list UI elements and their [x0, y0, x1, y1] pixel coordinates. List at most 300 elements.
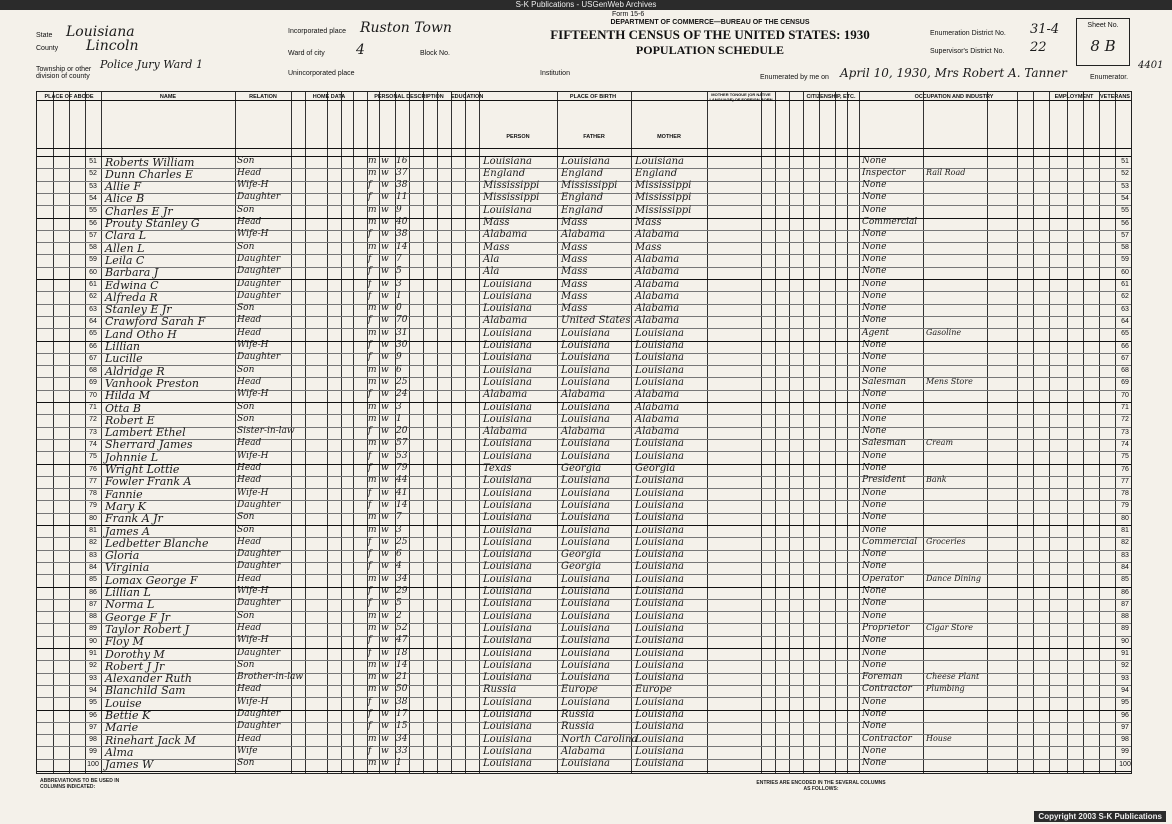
cell-sex: f: [368, 266, 372, 277]
cell-father-birthplace: Louisiana: [561, 376, 610, 388]
cell-father-birthplace: Louisiana: [561, 499, 610, 511]
cell-birthplace: Alabama: [483, 389, 528, 401]
cell-mother-birthplace: Mississippi: [635, 180, 692, 192]
cell-sex: f: [368, 561, 372, 572]
cell-mother-birthplace: Alabama: [635, 413, 680, 425]
cell-race: w: [381, 696, 389, 707]
cell-industry: Cream: [926, 438, 954, 448]
cell-mother-birthplace: Louisiana: [635, 438, 684, 450]
cell-age: 5: [396, 266, 402, 277]
cell-mother-birthplace: Louisiana: [635, 340, 684, 351]
cell-father-birthplace: Louisiana: [561, 573, 610, 585]
page-stamp: 4401: [1138, 60, 1164, 71]
cell-name: Lomax George F: [105, 573, 198, 587]
cell-race: w: [381, 610, 389, 621]
cell-father-birthplace: Louisiana: [561, 327, 610, 339]
cell-age: 40: [396, 217, 408, 227]
cell-mother-birthplace: Louisiana: [635, 586, 684, 597]
group-occupation: OCCUPATION AND INDUSTRY: [914, 94, 994, 100]
cell-occupation: None: [862, 278, 887, 289]
cell-race: w: [381, 536, 389, 547]
ward-label: Ward of city: [288, 50, 325, 57]
row-number-right: 60: [1121, 268, 1129, 276]
row-number-right: 51: [1121, 158, 1129, 165]
cell-occupation: None: [862, 340, 887, 350]
cell-age: 11: [396, 192, 408, 203]
cell-race: w: [381, 721, 389, 732]
cell-occupation: None: [862, 315, 887, 326]
cell-occupation: None: [862, 499, 887, 510]
cell-name: Vanhook Preston: [105, 376, 200, 390]
cell-relation: Wife-H: [237, 229, 269, 240]
birth-mother-head: MOTHER: [657, 134, 681, 140]
cell-industry: Groceries: [926, 536, 966, 546]
cell-occupation: None: [862, 524, 887, 535]
cell-sex: m: [368, 376, 377, 387]
cell-relation: Wife: [237, 745, 258, 756]
row-number-right: 53: [1121, 182, 1129, 190]
cell-birthplace: Louisiana: [483, 499, 532, 511]
cell-occupation: Salesman: [862, 376, 907, 387]
cell-name: Johnnie L: [105, 450, 159, 464]
cell-father-birthplace: Louisiana: [561, 610, 610, 622]
cell-occupation: None: [862, 721, 887, 732]
row-number: 94: [89, 686, 97, 694]
cell-race: w: [381, 253, 389, 264]
cell-relation: Head: [237, 536, 262, 547]
cell-sex: f: [368, 315, 372, 326]
cell-mother-birthplace: Louisiana: [635, 745, 684, 757]
cell-race: w: [381, 180, 389, 191]
cell-father-birthplace: United States: [561, 315, 631, 327]
township-value: Police Jury Ward 1: [100, 58, 203, 71]
cell-relation: Wife-H: [237, 450, 269, 461]
cell-age: 31: [396, 327, 408, 338]
cell-father-birthplace: Louisiana: [561, 586, 610, 597]
cell-sex: m: [368, 155, 377, 166]
row-number-right: 67: [1121, 354, 1129, 362]
cell-name: Allen L: [105, 241, 145, 255]
cell-age: 14: [396, 241, 408, 252]
cell-occupation: None: [862, 253, 887, 264]
cell-occupation: None: [862, 709, 887, 719]
row-number: 91: [89, 650, 97, 657]
row-number: 83: [89, 551, 97, 559]
cell-mother-birthplace: Louisiana: [635, 610, 684, 622]
cell-occupation: None: [862, 192, 887, 203]
cell-race: w: [381, 549, 389, 560]
cell-father-birthplace: Louisiana: [561, 340, 610, 351]
group-veterans: VETERANS: [1100, 94, 1130, 100]
cell-race: w: [381, 204, 389, 215]
cell-mother-birthplace: Louisiana: [635, 721, 684, 733]
row-number: 51: [89, 158, 97, 165]
cell-name: Alfreda R: [105, 290, 158, 304]
row-number-right: 75: [1121, 453, 1129, 461]
cell-race: w: [381, 376, 389, 387]
cell-mother-birthplace: Louisiana: [635, 512, 684, 524]
cell-name: Frank A Jr: [105, 512, 163, 526]
cell-father-birthplace: England: [561, 192, 604, 204]
cell-father-birthplace: Russia: [561, 709, 595, 720]
cell-name: Lillian L: [105, 586, 151, 599]
cell-age: 3: [396, 401, 402, 412]
cell-sex: m: [368, 167, 377, 178]
cell-industry: Rail Road: [926, 167, 966, 177]
cell-birthplace: Louisiana: [483, 696, 532, 708]
cell-occupation: Commercial: [862, 536, 918, 547]
cell-father-birthplace: North Carolina: [561, 733, 638, 745]
cell-name: Taylor Robert J: [105, 622, 190, 636]
cell-father-birthplace: Louisiana: [561, 438, 610, 450]
dept-title: DEPARTMENT OF COMMERCE—BUREAU OF THE CENSUS: [610, 19, 810, 26]
cell-name: Alexander Ruth: [105, 672, 192, 686]
cell-race: w: [381, 167, 389, 178]
cell-relation: Daughter: [237, 192, 281, 203]
row-number: 97: [89, 723, 97, 731]
enumerated-label: Enumerated by me on: [760, 74, 829, 81]
cell-occupation: None: [862, 426, 887, 437]
cell-sex: f: [368, 450, 372, 461]
cell-name: Blanchild Sam: [105, 684, 186, 698]
cell-birthplace: Alabama: [483, 229, 528, 241]
cell-birthplace: Louisiana: [483, 573, 532, 585]
cell-birthplace: Louisiana: [483, 413, 532, 425]
schedule-title: POPULATION SCHEDULE: [635, 43, 785, 57]
cell-occupation: None: [862, 598, 887, 609]
cell-birthplace: Louisiana: [483, 487, 532, 499]
cell-age: 7: [396, 512, 402, 523]
cell-occupation: Contractor: [862, 684, 912, 695]
cell-father-birthplace: Georgia: [561, 463, 602, 474]
cell-race: w: [381, 598, 389, 609]
cell-father-birthplace: Louisiana: [561, 659, 610, 671]
row-number-right: 65: [1121, 330, 1129, 338]
cell-sex: f: [368, 635, 372, 646]
cell-relation: Son: [237, 758, 255, 769]
cell-relation: Son: [237, 155, 255, 166]
cell-sex: m: [368, 758, 377, 769]
row-number-right: 57: [1121, 231, 1129, 239]
cell-relation: Head: [237, 327, 262, 338]
township-label: Township or other division of county: [36, 66, 92, 80]
cell-sex: f: [368, 647, 372, 658]
cell-sex: f: [368, 721, 372, 732]
cell-age: 37: [396, 167, 408, 178]
cell-age: 70: [396, 315, 408, 326]
cell-father-birthplace: Russia: [561, 721, 595, 733]
state-value: Louisiana: [66, 24, 135, 40]
cell-mother-birthplace: Louisiana: [635, 622, 684, 634]
cell-father-birthplace: Mass: [561, 253, 588, 265]
row-number: 79: [89, 502, 97, 510]
group-education: EDUCATION: [451, 94, 484, 100]
cell-birthplace: Mass: [483, 241, 510, 253]
cell-occupation: None: [862, 487, 887, 498]
cell-industry: Plumbing: [926, 684, 965, 694]
row-number-right: 76: [1121, 465, 1129, 473]
row-number: 65: [89, 330, 97, 338]
cell-race: w: [381, 315, 389, 326]
cell-race: w: [381, 352, 389, 363]
enumerator-label: Enumerator.: [1090, 74, 1129, 81]
cell-sex: m: [368, 217, 377, 227]
cell-age: 0: [396, 303, 402, 314]
cell-relation: Son: [237, 413, 255, 424]
cell-mother-birthplace: Louisiana: [635, 733, 684, 745]
cell-race: w: [381, 573, 389, 584]
cell-mother-birthplace: Mass: [635, 217, 662, 228]
row-number: 88: [89, 613, 97, 621]
cell-father-birthplace: Mass: [561, 266, 588, 278]
row-number-right: 61: [1121, 281, 1129, 288]
group-personal: PERSONAL DESCRIPTION: [374, 94, 444, 100]
cell-age: 44: [396, 475, 408, 486]
cell-birthplace: Texas: [483, 463, 512, 474]
cell-race: w: [381, 709, 389, 719]
cell-occupation: Proprietor: [862, 622, 910, 633]
cell-birthplace: Mississippi: [483, 180, 540, 192]
row-number: 57: [89, 231, 97, 239]
cell-age: 14: [396, 659, 408, 670]
cell-birthplace: Louisiana: [483, 376, 532, 388]
cell-age: 79: [396, 463, 408, 473]
cell-father-birthplace: Georgia: [561, 561, 602, 573]
cell-name: Lucille: [105, 352, 143, 366]
cell-birthplace: Louisiana: [483, 647, 532, 659]
cell-age: 17: [396, 709, 408, 719]
cell-mother-birthplace: Louisiana: [635, 758, 684, 770]
copyright: Copyright 2003 S-K Publications: [1034, 811, 1166, 822]
cell-industry: Gasoline: [926, 327, 962, 337]
cell-relation: Head: [237, 733, 262, 744]
cell-occupation: None: [862, 610, 887, 621]
cell-sex: m: [368, 622, 377, 633]
row-number: 93: [89, 674, 97, 682]
cell-name: Norma L: [105, 598, 155, 612]
cell-occupation: None: [862, 745, 887, 756]
cell-sex: m: [368, 241, 377, 252]
cell-age: 9: [396, 204, 402, 215]
cell-sex: f: [368, 499, 372, 510]
cell-relation: Son: [237, 241, 255, 252]
cell-father-birthplace: Alabama: [561, 229, 606, 241]
group-employment: EMPLOYMENT: [1054, 94, 1094, 100]
cell-age: 24: [396, 389, 408, 400]
cell-age: 38: [396, 696, 408, 707]
cell-birthplace: Louisiana: [483, 524, 532, 536]
cell-occupation: Contractor: [862, 733, 912, 744]
cell-birthplace: Alabama: [483, 426, 528, 438]
row-number: 84: [89, 563, 97, 571]
cell-industry: House: [926, 733, 952, 743]
cell-occupation: None: [862, 364, 887, 375]
cell-age: 38: [396, 229, 408, 240]
cell-sex: f: [368, 290, 372, 301]
cell-race: w: [381, 241, 389, 252]
cell-father-birthplace: Louisiana: [561, 401, 610, 413]
cell-father-birthplace: Louisiana: [561, 758, 610, 770]
row-number: 89: [89, 625, 97, 633]
row-number: 81: [89, 527, 97, 534]
cell-age: 33: [396, 745, 408, 756]
cell-father-birthplace: Louisiana: [561, 155, 610, 167]
cell-mother-birthplace: Louisiana: [635, 475, 684, 487]
cell-mother-birthplace: Alabama: [635, 229, 680, 241]
county-value: Lincoln: [86, 38, 139, 54]
cell-mother-birthplace: Alabama: [635, 290, 680, 302]
cell-sex: m: [368, 573, 377, 584]
cell-birthplace: Louisiana: [483, 672, 532, 684]
cell-relation: Daughter: [237, 561, 281, 572]
cell-age: 20: [396, 426, 408, 437]
cell-birthplace: Ala: [483, 266, 500, 278]
cell-birthplace: Louisiana: [483, 659, 532, 671]
cell-race: w: [381, 524, 389, 535]
cell-sex: f: [368, 340, 372, 350]
group-place-of-abode: PLACE OF ABODE: [44, 94, 94, 100]
row-number-right: 73: [1121, 428, 1129, 436]
cell-father-birthplace: Alabama: [561, 389, 606, 401]
row-number: 80: [89, 514, 97, 522]
cell-name: James W: [105, 758, 154, 772]
cell-sex: f: [368, 536, 372, 547]
cell-father-birthplace: Louisiana: [561, 475, 610, 487]
row-number-right: 78: [1121, 490, 1129, 498]
cell-name: Wright Lottie: [105, 463, 180, 476]
cell-occupation: Commercial: [862, 217, 918, 227]
cell-relation: Head: [237, 573, 262, 584]
row-number: 59: [89, 256, 97, 264]
cell-relation: Daughter: [237, 352, 281, 363]
row-number: 96: [89, 711, 97, 719]
cell-relation: Son: [237, 610, 255, 621]
cell-father-birthplace: England: [561, 204, 604, 216]
cell-age: 41: [396, 487, 408, 498]
cell-age: 30: [396, 340, 408, 350]
group-mother-tongue: MOTHER TONGUE (OR NATIVE LANGUAGE) OF FOREIGN BORN: [709, 92, 773, 102]
cell-race: w: [381, 389, 389, 400]
row-number: 66: [89, 342, 97, 350]
cell-sex: f: [368, 487, 372, 498]
row-number-right: 89: [1121, 625, 1129, 633]
cell-father-birthplace: Louisiana: [561, 598, 610, 610]
cell-race: w: [381, 155, 389, 166]
cell-sex: m: [368, 413, 377, 424]
cell-birthplace: Alabama: [483, 315, 528, 327]
row-number-right: 63: [1121, 305, 1129, 313]
row-number-right: 80: [1121, 514, 1129, 522]
cell-birthplace: Louisiana: [483, 561, 532, 573]
row-number-right: 66: [1121, 342, 1129, 350]
cell-race: w: [381, 733, 389, 744]
cell-mother-birthplace: Louisiana: [635, 536, 684, 548]
cell-relation: Head: [237, 622, 262, 633]
ward-value: 4: [356, 42, 365, 58]
cell-father-birthplace: Louisiana: [561, 364, 610, 376]
cell-birthplace: Louisiana: [483, 745, 532, 757]
cell-relation: Son: [237, 364, 255, 375]
cell-age: 47: [396, 635, 408, 646]
cell-father-birthplace: Louisiana: [561, 647, 610, 659]
cell-age: 21: [396, 672, 408, 683]
cell-industry: Mens Store: [926, 376, 973, 386]
cell-sex: m: [368, 475, 377, 486]
row-number: 86: [89, 588, 97, 596]
census-grid: [36, 91, 1132, 774]
cell-occupation: None: [862, 463, 887, 473]
cell-birthplace: Louisiana: [483, 733, 532, 745]
row-number: 61: [89, 281, 97, 288]
archive-banner: S-K Publications - USGenWeb Archives: [0, 0, 1172, 10]
cell-age: 9: [396, 352, 402, 363]
cell-race: w: [381, 303, 389, 314]
cell-mother-birthplace: Louisiana: [635, 709, 684, 720]
cell-father-birthplace: Louisiana: [561, 413, 610, 425]
row-number-right: 81: [1121, 527, 1129, 534]
cell-race: w: [381, 499, 389, 510]
cell-mother-birthplace: Louisiana: [635, 352, 684, 364]
cell-age: 34: [396, 573, 408, 584]
cell-name: Clara L: [105, 229, 147, 243]
cell-name: Dorothy M: [105, 647, 165, 661]
row-number-right: 74: [1121, 440, 1129, 448]
cell-name: Barbara J: [105, 266, 159, 280]
cell-sex: f: [368, 696, 372, 707]
cell-sex: f: [368, 229, 372, 240]
cell-mother-birthplace: Louisiana: [635, 659, 684, 671]
cell-age: 5: [396, 598, 402, 609]
row-number-right: 55: [1121, 207, 1129, 215]
cell-birthplace: Louisiana: [483, 622, 532, 634]
group-citizenship: CITIZENSHIP, ETC.: [806, 94, 856, 100]
cell-sex: m: [368, 303, 377, 314]
cell-mother-birthplace: Louisiana: [635, 549, 684, 561]
cell-father-birthplace: Louisiana: [561, 512, 610, 524]
cell-occupation: None: [862, 561, 887, 572]
cell-occupation: None: [862, 303, 887, 314]
cell-birthplace: Louisiana: [483, 340, 532, 351]
cell-occupation: None: [862, 659, 887, 670]
cell-birthplace: Louisiana: [483, 438, 532, 450]
row-number: 87: [89, 600, 97, 608]
cell-race: w: [381, 438, 389, 449]
census-title: FIFTEENTH CENSUS OF THE UNITED STATES: 1930: [550, 27, 870, 42]
cell-sex: f: [368, 745, 372, 756]
cell-name: Hilda M: [105, 389, 150, 403]
super-district-value: 22: [1030, 40, 1047, 55]
cell-birthplace: Louisiana: [483, 352, 532, 364]
cell-sex: f: [368, 192, 372, 203]
cell-name: Allie F: [105, 180, 142, 194]
row-number-right: 71: [1121, 404, 1129, 411]
cell-race: w: [381, 290, 389, 301]
row-number: 69: [89, 379, 97, 387]
cell-mother-birthplace: Georgia: [635, 463, 676, 474]
cell-race: w: [381, 758, 389, 769]
cell-sex: f: [368, 426, 372, 437]
cell-mother-birthplace: Louisiana: [635, 561, 684, 573]
cell-race: w: [381, 475, 389, 486]
cell-race: w: [381, 340, 389, 350]
cell-occupation: Inspector: [862, 167, 906, 178]
cell-name: George F Jr: [105, 610, 171, 624]
cell-birthplace: Louisiana: [483, 610, 532, 622]
cell-industry: Cigar Store: [926, 622, 974, 632]
cell-mother-birthplace: Louisiana: [635, 524, 684, 536]
cell-relation: Daughter: [237, 549, 281, 560]
row-number-right: 85: [1121, 576, 1129, 584]
